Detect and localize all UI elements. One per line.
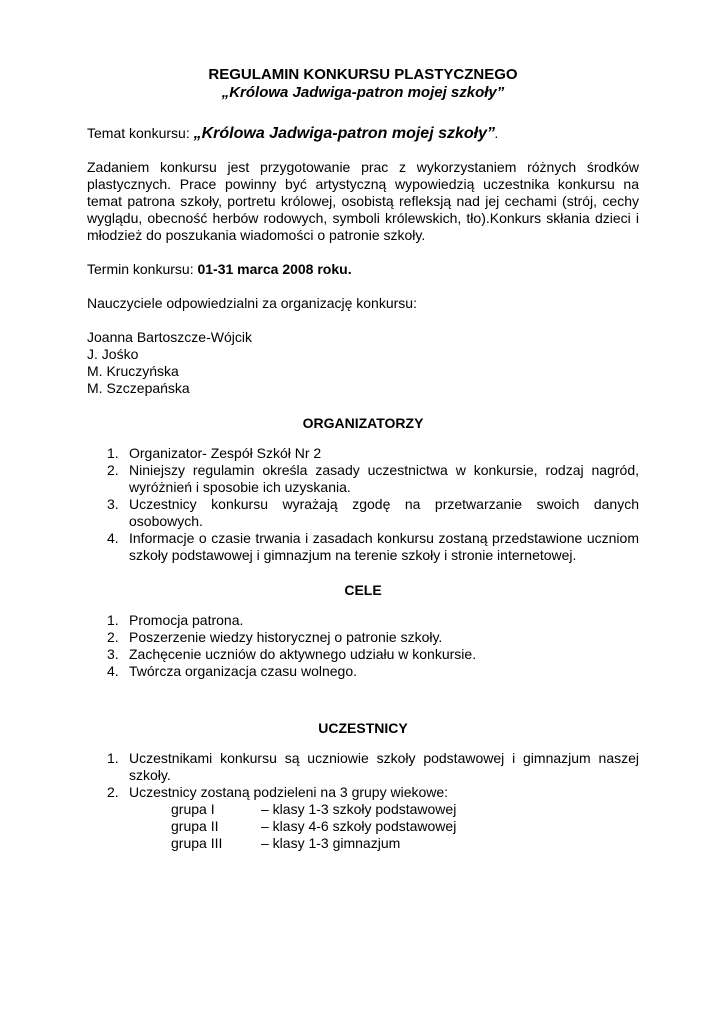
deadline-label: Termin konkursu: [87, 261, 198, 277]
age-group-desc: – klasy 4-6 szkoły podstawowej [261, 818, 457, 834]
list-item [87, 612, 639, 629]
document-subtitle: „Królowa Jadwiga-patron mojej szkoły” [221, 84, 505, 101]
age-group-row [171, 818, 639, 835]
age-groups [171, 801, 639, 852]
description-paragraph: Zadaniem konkursu jest przygotowanie prac z wykorzystaniem różnych środków plastycznych. Prace powinny być artystyczną wypowiedzią uczestnika konkursu na temat patrona szkoły, portretu królowej, osobistą refleksją nad jej cechami (strój, cechy wyglądu, obecność herbów rodowych, symboli królewskich, tło).Konkurs skłania dzieci i młodzież do poszukania wiadomości o patronie szkoły. [87, 159, 639, 243]
teacher-name: J. Jośko [87, 346, 139, 362]
topic-value: „Królowa Jadwiga-patron mojej szkoły” [193, 125, 495, 142]
organizers-heading: ORGANIZATORZY [302, 415, 424, 431]
teacher-name: Joanna Bartoszcze-Wójcik [87, 329, 252, 345]
list-text: Uczestnicy konkursu wyrażają zgodę na przetwarzanie swoich danych osobowych. [129, 496, 639, 529]
list-number: 4. [107, 530, 119, 546]
list-number: 1. [107, 750, 119, 766]
list-text: Niniejszy regulamin określa zasady uczestnictwa w konkursie, rodzaj nagród, wyróżnień i sposobie ich uzyskania. [129, 462, 639, 495]
list-number: 2. [107, 462, 119, 478]
list-number: 2. [107, 629, 119, 645]
list-text: Promocja patrona. [129, 612, 244, 628]
topic-label: Temat konkursu: [87, 125, 194, 141]
list-item [87, 784, 639, 801]
topic-line [87, 124, 639, 143]
age-group-name: grupa I [171, 801, 215, 817]
list-text: Poszerzenie wiedzy historycznej o patronie szkoły. [129, 629, 443, 645]
document-title: REGULAMIN KONKURSU PLASTYCZNEGO [208, 66, 518, 83]
list-text: Uczestnikami konkursu są uczniowie szkoły podstawowej i gimnazjum naszej szkoły. [129, 750, 639, 783]
teacher-name: M. Szczepańska [87, 380, 190, 396]
list-text: Informacje o czasie trwania i zasadach konkursu zostaną przedstawione uczniom szkoły podstawowej i gimnazjum na terenie szkoły i stronie internetowej. [129, 530, 639, 563]
organizers-list [87, 445, 639, 564]
teachers-label: Nauczyciele odpowiedzialni za organizację konkursu: [87, 295, 417, 311]
age-group-name: grupa II [171, 818, 219, 834]
list-number: 4. [107, 663, 119, 679]
teacher-name: M. Kruczyńska [87, 363, 179, 379]
list-item [87, 496, 639, 530]
deadline-value: 01-31 marca 2008 roku. [197, 261, 352, 277]
list-text: Uczestnicy zostaną podzieleni na 3 grupy wiekowe: [129, 784, 449, 800]
list-number: 2. [107, 784, 119, 800]
document-page [87, 66, 639, 852]
age-group-row [171, 801, 639, 818]
list-text: Organizator- Zespół Szkół Nr 2 [129, 445, 322, 461]
teachers-list [87, 329, 639, 397]
list-number: 1. [107, 445, 119, 461]
list-number: 3. [107, 646, 119, 662]
list-item [87, 750, 639, 784]
list-item [87, 445, 639, 462]
age-group-name: grupa III [171, 835, 223, 851]
list-item [87, 663, 639, 680]
list-number: 1. [107, 612, 119, 628]
topic-suffix: . [495, 125, 499, 141]
age-group-desc: – klasy 1-3 gimnazjum [261, 835, 401, 851]
deadline-line [87, 261, 639, 278]
list-item [87, 462, 639, 496]
list-item [87, 629, 639, 646]
list-text: Twórcza organizacja czasu wolnego. [129, 663, 358, 679]
list-item [87, 646, 639, 663]
participants-heading: UCZESTNICY [318, 720, 408, 736]
goals-heading: CELE [344, 582, 382, 598]
list-item [87, 530, 639, 564]
age-group-desc: – klasy 1-3 szkoły podstawowej [261, 801, 457, 817]
participants-list [87, 750, 639, 801]
age-group-row [171, 835, 639, 852]
list-number: 3. [107, 496, 119, 512]
goals-list [87, 612, 639, 680]
list-text: Zachęcenie uczniów do aktywnego udziału w konkursie. [129, 646, 477, 662]
